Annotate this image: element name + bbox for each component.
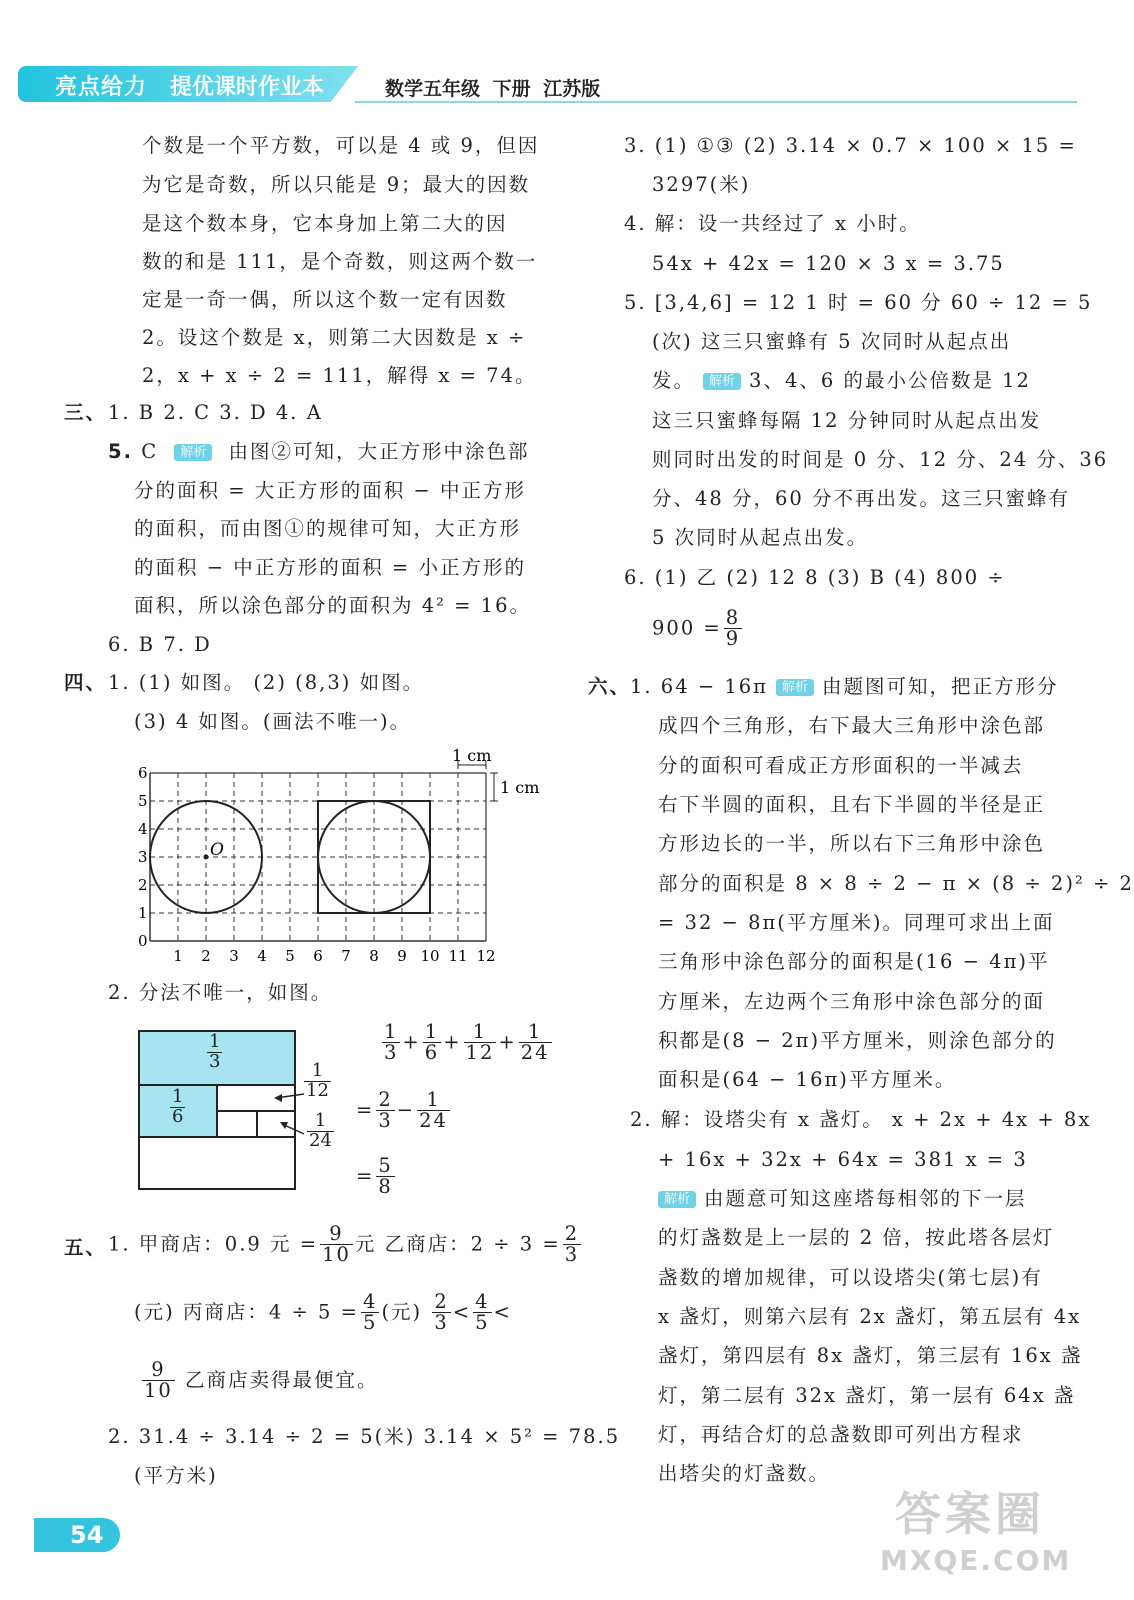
equation-line: = $\frac{2}{3}$ − $\frac{1}{24}$ [356, 1088, 448, 1133]
text-line: 定是一奇一偶，所以这个数一定有因数 [142, 288, 508, 311]
answer-line: 2. 分法不唯一，如图。 [108, 981, 333, 1004]
denominator: 3 [564, 1243, 580, 1267]
text-line: 2，x + x ÷ 2 = 111，解得 x = 74。 [142, 364, 537, 387]
text-run: 1. 甲商店：0.9 元 = [108, 1232, 319, 1256]
denominator: 3 [378, 1109, 393, 1133]
text-line: 方厘米，左边两个三角形中涂色部分的面 [658, 990, 1046, 1013]
text-run: 由题意可知这座塔每相邻的下一层 [704, 1187, 1027, 1210]
answer-line: 54x + 42x = 120 × 3 x = 3.75 [652, 252, 1005, 275]
denominator: 24 [309, 1129, 332, 1151]
numerator: 1 [311, 1060, 324, 1081]
watermark [880, 1478, 1072, 1596]
pointer-arrows [270, 1088, 310, 1138]
text-run: (元) [381, 1300, 423, 1324]
y-tick: 6 [138, 764, 148, 782]
denominator: 5 [475, 1311, 490, 1335]
fraction [473, 1292, 491, 1334]
numerator: 4 [475, 1290, 490, 1313]
fraction-label [207, 1033, 222, 1072]
equation-line: $\frac{1}{3}$ + $\frac{1}{6}$ + $\frac{1}{12}$ + $\frac{1}{24}$ [384, 1020, 550, 1065]
answer-line [652, 608, 744, 650]
denominator: 12 [306, 1079, 329, 1101]
unit-x-label: 1 cm [452, 746, 492, 765]
y-tick: 0 [138, 932, 148, 950]
text-line: 盏灯，第四层有 8x 盏灯，第三层有 16x 盏 [658, 1344, 1083, 1367]
y-tick: 3 [138, 848, 148, 866]
twentyfourth-cell [218, 1112, 258, 1138]
center-label: O [210, 840, 224, 860]
y-axis-ticks [138, 764, 148, 950]
answer-line: 4. 解：设一共经过了 x 小时。 [624, 212, 921, 235]
fraction-label [307, 1112, 334, 1151]
text-line: 盏数的增加规律，可以设塔尖(第七层)有 [658, 1266, 1043, 1289]
y-tick: 2 [138, 876, 148, 894]
text-line: 面积是(64 − 16π)平方厘米。 [658, 1068, 957, 1091]
equation-line: = $\frac{5}{8}$ [356, 1154, 393, 1199]
text-line: 2。设这个数是 x，则第二大因数是 x ÷ [142, 326, 527, 349]
denominator: 10 [144, 1379, 173, 1403]
numerator: 8 [725, 606, 741, 629]
page-number: 54 [34, 1518, 120, 1552]
fraction [320, 1224, 353, 1266]
header-subject: 数学五年级 下册 江苏版 [385, 78, 601, 100]
answer-line: + 16x + 32x + 64x = 381 x = 3 [658, 1148, 1028, 1171]
x-tick: 7 [341, 947, 351, 965]
header-rule [355, 101, 1077, 103]
x-tick: 1 [173, 947, 183, 965]
fraction [142, 1360, 175, 1402]
text-line: x 盏灯，则第六层有 2x 盏灯，第五层有 4x [658, 1305, 1082, 1328]
question-number: 5. [108, 440, 133, 463]
text-line: 积都是(8 − 2π)平方厘米，则涂色部分的 [658, 1029, 1057, 1052]
section-label: 五、 [64, 1236, 108, 1259]
analysis-tag: 解析 [776, 679, 814, 696]
answer-line [652, 371, 1031, 391]
denominator: 24 [520, 1041, 550, 1065]
answer-value: C [141, 440, 159, 463]
y-tick: 1 [138, 904, 148, 922]
numerator: 2 [378, 1088, 393, 1111]
text-line: 方形边长的一半，所以右下三角形中涂色 [658, 832, 1046, 855]
answer-line: 分、48 分，60 分不再出发。这三只蜜蜂有 [652, 487, 1071, 510]
fraction [464, 1022, 497, 1064]
text-line: 分的面积 = 大正方形的面积 − 中正方形 [134, 479, 526, 502]
text-line: = 32 − 8π(平方厘米)。同理可求出上面 [658, 911, 1055, 934]
y-tick: 4 [138, 820, 148, 838]
numerator: 5 [378, 1154, 393, 1177]
denominator: 3 [434, 1311, 449, 1335]
numerator: 1 [527, 1020, 543, 1043]
numerator: 2 [564, 1222, 580, 1245]
answer-line: (次) 这三只蜜蜂有 5 次同时从起点出 [652, 330, 1012, 353]
fraction [376, 1090, 394, 1132]
numerator: 2 [434, 1290, 449, 1313]
center-point [204, 855, 209, 860]
denominator: 9 [725, 627, 741, 651]
fraction [724, 608, 742, 650]
section-label: 三、 [64, 401, 108, 424]
x-tick: 8 [369, 947, 379, 965]
text-line: 灯，再结合灯的总盏数即可列出方程求 [658, 1423, 1024, 1446]
denominator: 5 [363, 1311, 378, 1335]
fraction [423, 1022, 441, 1064]
fraction-label [170, 1088, 185, 1127]
fraction [519, 1022, 552, 1064]
fraction [382, 1022, 400, 1064]
denominator: 8 [378, 1175, 393, 1199]
text-line: 个数是一个平方数，可以是 4 或 9，但因 [142, 134, 540, 157]
text-line: 的面积，而由图①的规律可知，大正方形 [134, 517, 522, 540]
text-run: 发。 [652, 369, 696, 392]
text-line: 出塔尖的灯盏数。 [658, 1462, 831, 1485]
fraction [417, 1090, 450, 1132]
answer-line: 这三只蜜蜂每隔 12 分钟同时从起点出发 [652, 409, 1042, 432]
header-series: 提优课时作业本 [170, 75, 325, 100]
denominator: 24 [419, 1109, 448, 1133]
answer-line: 5 次同时从起点出发。 [652, 526, 869, 549]
numerator: 1 [209, 1031, 221, 1052]
x-tick: 6 [313, 947, 323, 965]
numerator: 1 [472, 1020, 488, 1043]
text-line: 的面积 − 中正方形的面积 = 小正方形的 [134, 556, 526, 579]
x-tick: 10 [420, 947, 440, 965]
x-tick: 11 [448, 947, 468, 965]
answer-line: 6. (1) 乙 (2) 12 8 (3) B (4) 800 ÷ [624, 566, 1006, 589]
text-line: 灯，第二层有 32x 盏灯，第一层有 64x 盏 [658, 1384, 1076, 1407]
fraction [563, 1224, 581, 1266]
watermark-line1: 答案圈 [895, 1487, 1045, 1541]
answer-line: 1. B 2. C 3. D 4. A [108, 401, 323, 424]
denominator: 6 [172, 1105, 184, 1127]
denominator: 3 [384, 1041, 399, 1065]
text-run: 3、4、6 的最小公倍数是 12 [749, 369, 1031, 392]
text-run: (元) 丙商店：4 ÷ 5 = [134, 1300, 360, 1324]
answer-line: 3297(米) [652, 173, 751, 196]
text-line: 的灯盏数是上一层的 2 倍，按此塔各层灯 [658, 1226, 1055, 1249]
answer-line: (元) 丙商店：4 ÷ 5 = $\frac{4}{5}$ (元) $\frac{2}{3}$ < $\frac{4}{5}$ < [134, 1290, 512, 1335]
unit-y-label: 1 cm [500, 778, 540, 797]
text-run: 1. 64 − 16π [630, 675, 768, 698]
text-line: 是这个数本身，它本身加上第二大的因 [142, 212, 508, 235]
section-label: 六、 [588, 675, 632, 698]
x-axis-ticks [173, 947, 495, 965]
denominator: 6 [424, 1041, 440, 1065]
text-line: 右下半圆的面积，且右下半圆的半径是正 [658, 793, 1046, 816]
answer-line: (平方米) [134, 1464, 218, 1487]
text-line: 分的面积可看成正方形面积的一半减去 [658, 754, 1024, 777]
fraction [361, 1292, 379, 1334]
numerator: 9 [329, 1222, 344, 1245]
x-tick: 2 [201, 947, 211, 965]
answer-line: 3. (1) ①③ (2) 3.14 × 0.7 × 100 × 15 = [624, 134, 1077, 157]
answer-line [140, 1360, 379, 1402]
denominator: 12 [465, 1041, 495, 1065]
header-brand: 亮点给力 [55, 75, 148, 100]
answer-line: 则同时出发的时间是 0 分、12 分、24 分、36 [652, 448, 1109, 471]
x-tick: 4 [257, 947, 267, 965]
answer-line: 1. (1) 如图。 (2) (8,3) 如图。 [108, 671, 425, 694]
fraction [376, 1156, 394, 1198]
x-tick: 5 [285, 947, 295, 965]
text-line: 成四个三角形，右下最大三角形中涂色部 [658, 714, 1046, 737]
answer-line [108, 1224, 583, 1266]
text-run: 900 = [652, 616, 722, 640]
answer-line: 6. B 7. D [108, 633, 212, 656]
text-run: 由题图可知，把正方形分 [822, 675, 1059, 698]
coordinate-grid-figure [130, 745, 550, 970]
denominator: 3 [209, 1050, 221, 1072]
text-run: 乙商店卖得最便宜。 [185, 1368, 379, 1392]
numerator: 1 [426, 1088, 441, 1111]
text-line: 部分的面积是 8 × 8 ÷ 2 − π × (8 ÷ 2)² ÷ 2 [658, 872, 1134, 895]
x-tick: 3 [229, 947, 239, 965]
x-tick: 12 [476, 947, 496, 965]
text-run: 元 乙商店：2 ÷ 3 = [354, 1232, 561, 1256]
answer-line: 2. 解：设塔尖有 x 盏灯。 x + 2x + 4x + 8x [630, 1108, 1092, 1131]
watermark-line2: MXQE.COM [880, 1544, 1072, 1577]
analysis-text: 由图②可知，大正方形中涂色部 [228, 440, 530, 463]
numerator: 1 [172, 1086, 184, 1107]
analysis-tag: 解析 [703, 373, 741, 390]
answer-line [650, 1189, 1027, 1209]
section-label: 四、 [64, 671, 108, 694]
answer-line [108, 442, 530, 462]
y-tick: 5 [138, 792, 148, 810]
x-tick: 9 [397, 947, 407, 965]
answer-line [630, 677, 1059, 697]
answer-line: 5. [3,4,6] = 12 1 时 = 60 分 60 ÷ 12 = 5 [624, 291, 1093, 314]
text-line: 三角形中涂色部分的面积是(16 − 4π)平 [658, 950, 1050, 973]
numerator: 1 [424, 1020, 440, 1043]
numerator: 1 [384, 1020, 399, 1043]
analysis-tag: 解析 [174, 444, 212, 461]
answer-line: (3) 4 如图。(画法不唯一)。 [134, 710, 412, 733]
numerator: 9 [151, 1358, 166, 1381]
analysis-tag: 解析 [658, 1191, 696, 1208]
fraction [432, 1292, 450, 1334]
denominator: 10 [322, 1243, 351, 1267]
answer-line: 2. 31.4 ÷ 3.14 ÷ 2 = 5(米) 3.14 × 5² = 78.5 [108, 1425, 621, 1448]
text-line: 面积，所以涂色部分的面积为 4² = 16。 [134, 594, 531, 617]
numerator: 4 [363, 1290, 378, 1313]
text-line: 为它是奇数，所以只能是 9；最大的因数 [142, 173, 531, 196]
text-line: 数的和是 111，是个奇数，则这两个数一 [142, 250, 538, 273]
numerator: 1 [314, 1110, 327, 1131]
